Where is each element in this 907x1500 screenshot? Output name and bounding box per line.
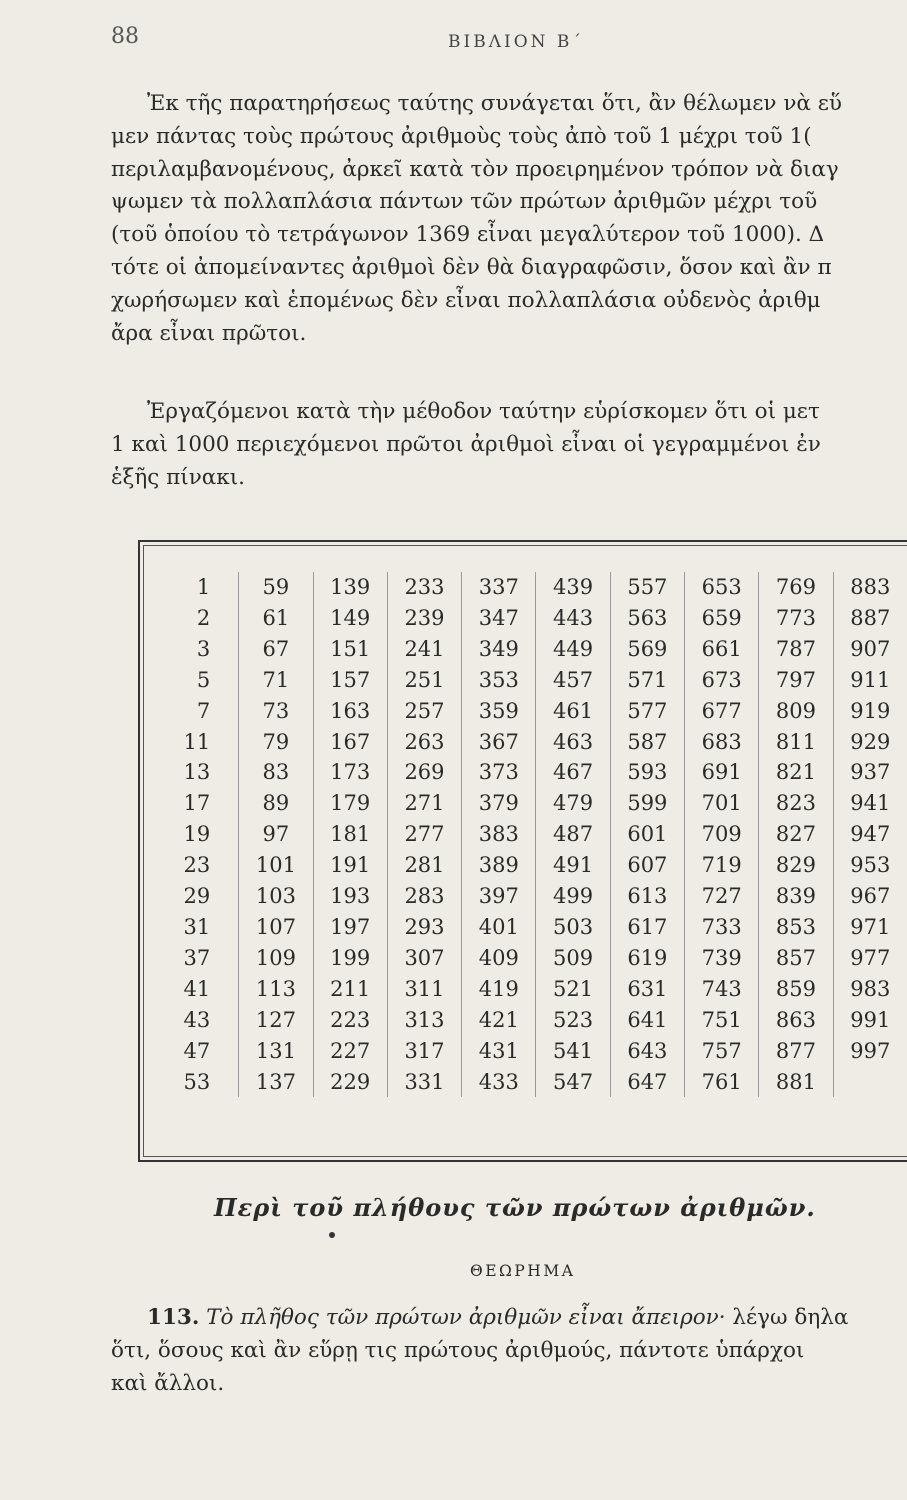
table-cell: 313 <box>387 1005 461 1036</box>
table-row <box>162 1067 907 1098</box>
table-cell: 109 <box>239 943 313 974</box>
table-cell: 347 <box>462 603 536 634</box>
table-cell: 577 <box>610 696 684 727</box>
table-cell: 433 <box>462 1067 536 1098</box>
table-cell: 353 <box>462 665 536 696</box>
table-cell: 827 <box>759 819 833 850</box>
text-line <box>111 1302 907 1335</box>
table-cell: 997 <box>833 1036 907 1067</box>
theorem-continuation: λέγω δηλα <box>725 1305 849 1330</box>
table-cell: 967 <box>833 881 907 912</box>
table-cell: 839 <box>759 881 833 912</box>
page-number: 88 <box>111 24 139 49</box>
table-cell: 761 <box>685 1067 759 1098</box>
table-cell: 383 <box>462 819 536 850</box>
table-cell: 19 <box>183 822 211 847</box>
table-cell: 223 <box>313 1005 387 1036</box>
table-cell: 233 <box>387 572 461 603</box>
table-cell: 809 <box>759 696 833 727</box>
table-cell: 41 <box>183 976 211 1001</box>
table-row <box>162 788 907 819</box>
table-cell: 727 <box>685 881 759 912</box>
table-cell: 127 <box>239 1005 313 1036</box>
table-cell: 257 <box>387 696 461 727</box>
table-cell: 389 <box>462 850 536 881</box>
table-cell: 647 <box>610 1067 684 1098</box>
table-cell: 89 <box>239 788 313 819</box>
theorem-paragraph <box>111 1302 907 1400</box>
table-cell: 983 <box>833 974 907 1005</box>
table-cell: 853 <box>759 912 833 943</box>
table-cell: 503 <box>536 912 610 943</box>
text-line: ὅτι, ὅσους καὶ ἂν εὕρῃ τις πρώτους ἀριθμούς, πάντοτε ὑπάρχοι <box>111 1337 805 1363</box>
theorem-statement: Τὸ πλῆθος τῶν πρώτων ἀριθμῶν εἶναι ἄπειρον· <box>206 1305 726 1330</box>
table-cell: 719 <box>685 850 759 881</box>
table-cell: 521 <box>536 974 610 1005</box>
table-cell: 823 <box>759 788 833 819</box>
prime-table-frame <box>138 540 907 1162</box>
table-cell: 229 <box>313 1067 387 1098</box>
table-cell: 337 <box>462 572 536 603</box>
table-cell: 563 <box>610 603 684 634</box>
theorem-heading: ΘΕΩΡΗΜΑ <box>470 1262 576 1280</box>
table-cell: 773 <box>759 603 833 634</box>
table-cell: 787 <box>759 634 833 665</box>
table-cell: 67 <box>239 634 313 665</box>
table-cell: 859 <box>759 974 833 1005</box>
table-cell: 43 <box>183 1007 211 1032</box>
table-cell: 757 <box>685 1036 759 1067</box>
table-cell: 863 <box>759 1005 833 1036</box>
text-line: ψωμεν τὰ πολλαπλάσια πάντων τῶν πρώτων ἀριθμῶν μέχρι τοῦ <box>111 189 818 215</box>
table-cell: 797 <box>759 665 833 696</box>
table-cell: 241 <box>387 634 461 665</box>
text-line: τότε οἱ ἀπομείναντες ἀριθμοὶ δὲν θὰ διαγραφῶσιν, ὅσον καὶ ἂν π <box>111 254 832 280</box>
table-cell: 643 <box>610 1036 684 1067</box>
table-cell: 311 <box>387 974 461 1005</box>
table-cell: 211 <box>313 974 387 1005</box>
table-cell: 3 <box>196 636 211 661</box>
table-cell: 439 <box>536 572 610 603</box>
table-cell: 199 <box>313 943 387 974</box>
table-cell: 929 <box>833 727 907 758</box>
table-cell: 409 <box>462 943 536 974</box>
table-cell: 769 <box>759 572 833 603</box>
prime-table <box>162 572 907 1097</box>
table-cell: 331 <box>387 1067 461 1098</box>
table-cell: 17 <box>183 791 211 816</box>
table-cell: 251 <box>387 665 461 696</box>
table-cell: 613 <box>610 881 684 912</box>
table-row <box>162 912 907 943</box>
table-cell: 541 <box>536 1036 610 1067</box>
table-cell: 79 <box>239 727 313 758</box>
table-cell: 157 <box>313 665 387 696</box>
table-row <box>162 603 907 634</box>
table-cell: 101 <box>239 850 313 881</box>
text-line: μεν πάντας τοὺς πρώτους ἀριθμοὺς τοὺς ἀπὸ τοῦ 1 μέχρι τοῦ 1( <box>111 123 812 149</box>
table-cell: 733 <box>685 912 759 943</box>
table-row <box>162 974 907 1005</box>
table-row <box>162 881 907 912</box>
text-line: (τοῦ ὁποίου τὸ τετράγωνον 1369 εἶναι μεγαλύτερον τοῦ 1000). Δ <box>111 222 825 248</box>
table-cell: 509 <box>536 943 610 974</box>
table-cell: 457 <box>536 665 610 696</box>
table-cell: 499 <box>536 881 610 912</box>
table-cell: 829 <box>759 850 833 881</box>
table-row <box>162 727 907 758</box>
table-cell: 491 <box>536 850 610 881</box>
table-cell: 5 <box>196 667 211 692</box>
table-cell: 599 <box>610 788 684 819</box>
table-cell: 911 <box>833 665 907 696</box>
table-row <box>162 665 907 696</box>
table-cell: 149 <box>313 603 387 634</box>
table-cell: 443 <box>536 603 610 634</box>
table-cell: 977 <box>833 943 907 974</box>
table-cell: 53 <box>183 1069 211 1094</box>
table-cell: 701 <box>685 788 759 819</box>
table-cell: 37 <box>183 945 211 970</box>
table-cell: 571 <box>610 665 684 696</box>
table-cell: 953 <box>833 850 907 881</box>
table-cell: 523 <box>536 1005 610 1036</box>
table-cell: 139 <box>313 572 387 603</box>
table-cell: 271 <box>387 788 461 819</box>
table-cell: 227 <box>313 1036 387 1067</box>
table-cell: 677 <box>685 696 759 727</box>
table-cell: 743 <box>685 974 759 1005</box>
table-cell: 461 <box>536 696 610 727</box>
table-cell: 379 <box>462 788 536 819</box>
table-cell: 857 <box>759 943 833 974</box>
table-cell: 131 <box>239 1036 313 1067</box>
table-cell: 97 <box>239 819 313 850</box>
table-cell: 547 <box>536 1067 610 1098</box>
table-cell: 941 <box>833 788 907 819</box>
table-row <box>162 850 907 881</box>
table-cell: 191 <box>313 850 387 881</box>
table-cell: 307 <box>387 943 461 974</box>
table-row <box>162 819 907 850</box>
table-cell: 103 <box>239 881 313 912</box>
table-cell: 641 <box>610 1005 684 1036</box>
table-cell: 709 <box>685 819 759 850</box>
table-cell: 277 <box>387 819 461 850</box>
table-row <box>162 634 907 665</box>
text-line: Ἐργαζόμενοι κατὰ τὴν μέθοδον ταύτην εὑρίσκομεν ὅτι οἱ μετ <box>147 399 820 424</box>
table-cell: 367 <box>462 727 536 758</box>
table-cell: 431 <box>462 1036 536 1067</box>
table-cell: 397 <box>462 881 536 912</box>
section-title: Περὶ τοῦ πλήθους τῶν πρώτων ἀριθμῶν. <box>214 1193 816 1222</box>
table-cell: 607 <box>610 850 684 881</box>
text-line: 1 καὶ 1000 περιεχόμενοι πρῶτοι ἀριθμοὶ εἶναι οἱ γεγραμμένοι ἐν <box>111 431 821 457</box>
table-cell: 587 <box>610 727 684 758</box>
table-cell: 673 <box>685 665 759 696</box>
table-cell: 751 <box>685 1005 759 1036</box>
table-cell: 479 <box>536 788 610 819</box>
table-cell: 487 <box>536 819 610 850</box>
table-cell: 239 <box>387 603 461 634</box>
table-cell: 659 <box>685 603 759 634</box>
table-cell: 179 <box>313 788 387 819</box>
paragraph-method <box>111 396 907 494</box>
table-cell: 947 <box>833 819 907 850</box>
table-cell: 29 <box>183 884 211 909</box>
table-cell: 557 <box>610 572 684 603</box>
table-cell: 197 <box>313 912 387 943</box>
table-cell: 107 <box>239 912 313 943</box>
table-row <box>162 1036 907 1067</box>
running-head: ΒΙΒΛΙΟΝ Β΄ <box>448 32 584 52</box>
table-row <box>162 572 907 603</box>
text-line: ἄρα εἶναι πρῶτοι. <box>111 320 307 346</box>
table-cell: 281 <box>387 850 461 881</box>
table-cell: 83 <box>239 757 313 788</box>
table-cell: 881 <box>759 1067 833 1098</box>
table-cell: 739 <box>685 943 759 974</box>
table-cell: 13 <box>183 760 211 785</box>
paragraph-observation <box>111 88 907 350</box>
table-cell: 59 <box>239 572 313 603</box>
table-cell: 467 <box>536 757 610 788</box>
table-cell: 283 <box>387 881 461 912</box>
table-cell: 421 <box>462 1005 536 1036</box>
table-cell: 73 <box>239 696 313 727</box>
text-line: καὶ ἄλλοι. <box>111 1370 225 1396</box>
table-cell: 61 <box>239 603 313 634</box>
table-cell: 449 <box>536 634 610 665</box>
table-cell: 661 <box>685 634 759 665</box>
table-cell: 113 <box>239 974 313 1005</box>
text-line: περιλαμβανομένους, ἀρκεῖ κατὰ τὸν προειρημένον τρόπον νὰ διαγ <box>111 156 839 182</box>
table-cell: 631 <box>610 974 684 1005</box>
table-cell: 601 <box>610 819 684 850</box>
table-cell: 293 <box>387 912 461 943</box>
table-cell: 683 <box>685 727 759 758</box>
table-cell <box>833 1067 907 1098</box>
text-line: ἑξῆς πίνακι. <box>111 464 245 490</box>
table-cell: 137 <box>239 1067 313 1098</box>
table-cell: 7 <box>196 698 211 723</box>
table-cell: 919 <box>833 696 907 727</box>
table-cell: 991 <box>833 1005 907 1036</box>
table-cell: 971 <box>833 912 907 943</box>
table-row <box>162 696 907 727</box>
table-cell: 11 <box>183 729 211 754</box>
table-cell: 47 <box>183 1038 211 1063</box>
table-cell: 167 <box>313 727 387 758</box>
table-cell: 269 <box>387 757 461 788</box>
table-cell: 359 <box>462 696 536 727</box>
table-cell: 569 <box>610 634 684 665</box>
table-cell: 163 <box>313 696 387 727</box>
table-cell: 349 <box>462 634 536 665</box>
ornament-dot <box>329 1232 335 1238</box>
table-cell: 193 <box>313 881 387 912</box>
table-cell: 653 <box>685 572 759 603</box>
text-line: Ἐκ τῆς παρατηρήσεως ταύτης συνάγεται ὅτι, ἂν θέλωμεν νὰ εὕ <box>147 91 842 116</box>
table-cell: 883 <box>833 572 907 603</box>
table-cell: 887 <box>833 603 907 634</box>
table-cell: 2 <box>196 605 211 630</box>
table-cell: 373 <box>462 757 536 788</box>
table-row <box>162 943 907 974</box>
table-cell: 263 <box>387 727 461 758</box>
table-cell: 419 <box>462 974 536 1005</box>
table-row <box>162 1005 907 1036</box>
text-line: χωρήσωμεν καὶ ἑπομένως δὲν εἶναι πολλαπλάσια οὐδενὸς ἀριθμ <box>111 287 821 313</box>
table-cell: 937 <box>833 757 907 788</box>
table-cell: 877 <box>759 1036 833 1067</box>
table-cell: 811 <box>759 727 833 758</box>
table-cell: 71 <box>239 665 313 696</box>
table-cell: 317 <box>387 1036 461 1067</box>
table-cell: 173 <box>313 757 387 788</box>
table-cell: 617 <box>610 912 684 943</box>
table-cell: 151 <box>313 634 387 665</box>
table-cell: 401 <box>462 912 536 943</box>
table-row <box>162 757 907 788</box>
theorem-number: 113. <box>147 1305 200 1330</box>
table-cell: 23 <box>183 853 211 878</box>
table-cell: 593 <box>610 757 684 788</box>
table-cell: 1 <box>196 575 211 599</box>
table-cell: 181 <box>313 819 387 850</box>
table-cell: 821 <box>759 757 833 788</box>
table-cell: 619 <box>610 943 684 974</box>
table-cell: 463 <box>536 727 610 758</box>
table-cell: 31 <box>183 914 211 939</box>
table-cell: 907 <box>833 634 907 665</box>
table-cell: 691 <box>685 757 759 788</box>
